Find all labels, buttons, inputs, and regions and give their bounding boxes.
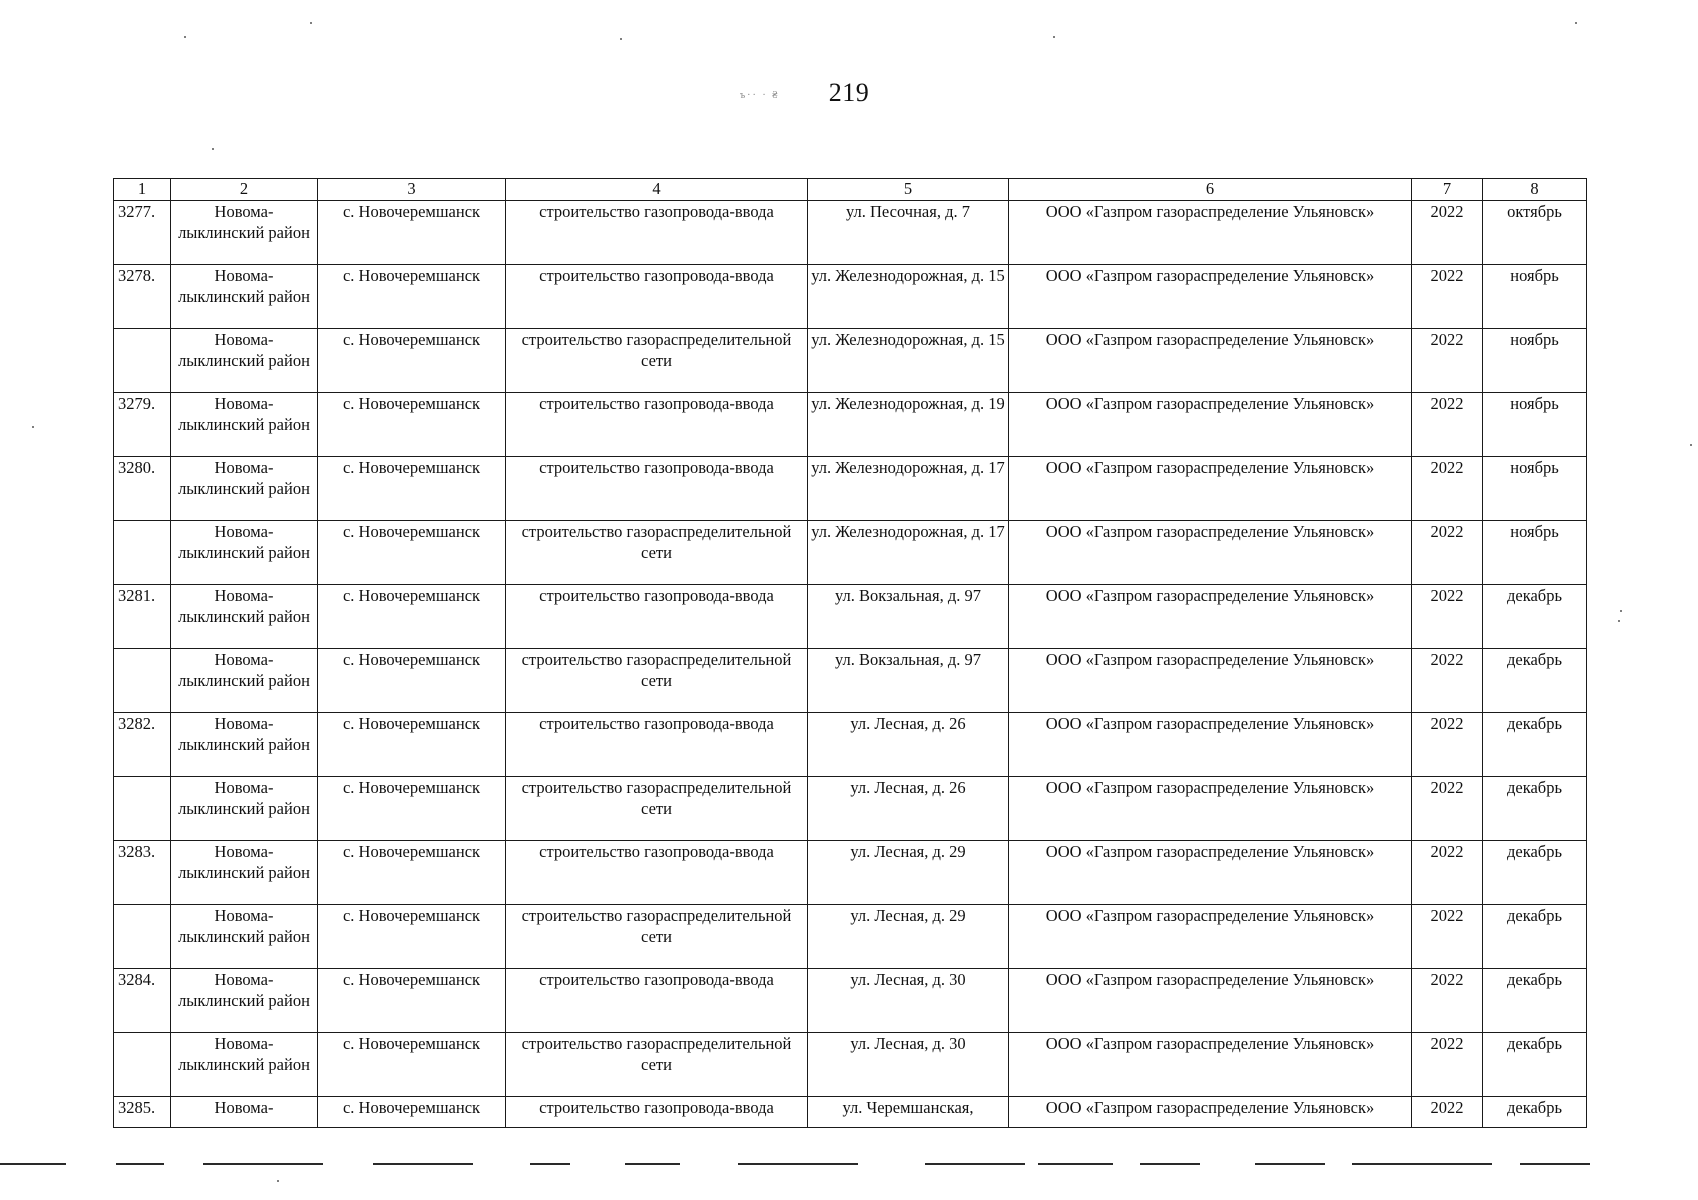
row-number: 3277. [114, 201, 171, 265]
month-cell: декабрь [1483, 841, 1587, 905]
settlement-cell: с. Новочеремшанск [318, 393, 506, 457]
scan-speck [1618, 620, 1620, 622]
address-cell: ул. Лесная, д. 30 [808, 969, 1009, 1033]
district-cell: Новома-лыклинский район [171, 649, 318, 713]
organization-cell: ООО «Газпром газораспределение Ульяновск» [1009, 521, 1412, 585]
scan-speck [310, 22, 312, 24]
table-row [114, 841, 1587, 905]
scan-line [530, 1163, 570, 1165]
district-cell: Новома-лыклинский район [171, 201, 318, 265]
year-cell: 2022 [1412, 585, 1483, 649]
organization-cell: ООО «Газпром газораспределение Ульяновск» [1009, 713, 1412, 777]
row-number [114, 905, 171, 969]
scan-smudge: ъ·· · ₴ [740, 90, 780, 101]
district-cell: Новома-лыклинский район [171, 585, 318, 649]
year-cell: 2022 [1412, 265, 1483, 329]
month-cell: декабрь [1483, 713, 1587, 777]
organization-cell: ООО «Газпром газораспределение Ульяновск» [1009, 905, 1412, 969]
organization-cell: ООО «Газпром газораспределение Ульяновск» [1009, 585, 1412, 649]
district-cell: Новома-лыклинский район [171, 777, 318, 841]
table-row [114, 905, 1587, 969]
organization-cell: ООО «Газпром газораспределение Ульяновск» [1009, 457, 1412, 521]
district-cell: Новома-лыклинский район [171, 393, 318, 457]
table-row [114, 265, 1587, 329]
table-row [114, 585, 1587, 649]
row-number: 3282. [114, 713, 171, 777]
work-type-cell: строительство газопровода-ввода [506, 1097, 808, 1128]
district-cell: Новома-лыклинский район [171, 1033, 318, 1097]
work-type-cell: строительство газопровода-ввода [506, 841, 808, 905]
month-cell: декабрь [1483, 777, 1587, 841]
scan-line [1520, 1163, 1590, 1165]
row-number [114, 329, 171, 393]
work-type-cell: строительство газопровода-ввода [506, 585, 808, 649]
address-cell: ул. Лесная, д. 30 [808, 1033, 1009, 1097]
table-row [114, 329, 1587, 393]
settlement-cell: с. Новочеремшанск [318, 777, 506, 841]
row-number [114, 777, 171, 841]
scan-speck [212, 148, 214, 150]
row-number [114, 649, 171, 713]
address-cell: ул. Лесная, д. 29 [808, 905, 1009, 969]
address-cell: ул. Железнодорожная, д. 17 [808, 521, 1009, 585]
settlement-cell: с. Новочеремшанск [318, 329, 506, 393]
works-table [113, 178, 1587, 1128]
table-row [114, 457, 1587, 521]
organization-cell: ООО «Газпром газораспределение Ульяновск» [1009, 1033, 1412, 1097]
district-cell: Новома-лыклинский район [171, 841, 318, 905]
address-cell: ул. Лесная, д. 26 [808, 713, 1009, 777]
district-cell: Новома-лыклинский район [171, 457, 318, 521]
settlement-cell: с. Новочеремшанск [318, 521, 506, 585]
column-header: 1 [114, 179, 171, 201]
row-number: 3279. [114, 393, 171, 457]
scan-line [0, 1163, 66, 1165]
district-cell: Новома-лыклинский район [171, 969, 318, 1033]
organization-cell: ООО «Газпром газораспределение Ульяновск» [1009, 329, 1412, 393]
organization-cell: ООО «Газпром газораспределение Ульяновск» [1009, 841, 1412, 905]
row-number: 3278. [114, 265, 171, 329]
scan-line [925, 1163, 1025, 1165]
column-header: 2 [171, 179, 318, 201]
organization-cell: ООО «Газпром газораспределение Ульяновск» [1009, 201, 1412, 265]
page-header [0, 78, 1698, 108]
address-cell: ул. Лесная, д. 26 [808, 777, 1009, 841]
address-cell: ул. Железнодорожная, д. 19 [808, 393, 1009, 457]
month-cell: декабрь [1483, 1033, 1587, 1097]
address-cell: ул. Черемшанская, [808, 1097, 1009, 1128]
table-row [114, 777, 1587, 841]
column-header: 7 [1412, 179, 1483, 201]
address-cell: ул. Железнодорожная, д. 17 [808, 457, 1009, 521]
organization-cell: ООО «Газпром газораспределение Ульяновск» [1009, 649, 1412, 713]
work-type-cell: строительство газопровода-ввода [506, 201, 808, 265]
scan-line [116, 1163, 164, 1165]
month-cell: декабрь [1483, 905, 1587, 969]
organization-cell: ООО «Газпром газораспределение Ульяновск» [1009, 393, 1412, 457]
settlement-cell: с. Новочеремшанск [318, 905, 506, 969]
address-cell: ул. Лесная, д. 29 [808, 841, 1009, 905]
organization-cell: ООО «Газпром газораспределение Ульяновск» [1009, 777, 1412, 841]
month-cell: ноябрь [1483, 457, 1587, 521]
month-cell: декабрь [1483, 649, 1587, 713]
scan-speck [184, 36, 186, 38]
year-cell: 2022 [1412, 969, 1483, 1033]
district-cell: Новома-лыклинский район [171, 713, 318, 777]
year-cell: 2022 [1412, 457, 1483, 521]
settlement-cell: с. Новочеремшанск [318, 457, 506, 521]
year-cell: 2022 [1412, 1097, 1483, 1128]
month-cell: октябрь [1483, 201, 1587, 265]
month-cell: декабрь [1483, 969, 1587, 1033]
row-number [114, 521, 171, 585]
district-cell: Новома- [171, 1097, 318, 1128]
year-cell: 2022 [1412, 201, 1483, 265]
address-cell: ул. Вокзальная, д. 97 [808, 585, 1009, 649]
organization-cell: ООО «Газпром газораспределение Ульяновск» [1009, 969, 1412, 1033]
settlement-cell: с. Новочеремшанск [318, 713, 506, 777]
organization-cell: ООО «Газпром газораспределение Ульяновск» [1009, 265, 1412, 329]
scan-speck [1690, 444, 1692, 446]
year-cell: 2022 [1412, 1033, 1483, 1097]
month-cell: ноябрь [1483, 329, 1587, 393]
address-cell: ул. Железнодорожная, д. 15 [808, 265, 1009, 329]
table-row [114, 1033, 1587, 1097]
scan-speck [1053, 36, 1055, 38]
work-type-cell: строительство газопровода-ввода [506, 713, 808, 777]
settlement-cell: с. Новочеремшанск [318, 1033, 506, 1097]
work-type-cell: строительство газораспределительной сети [506, 905, 808, 969]
scan-line [203, 1163, 323, 1165]
month-cell: декабрь [1483, 1097, 1587, 1128]
table-row [114, 713, 1587, 777]
settlement-cell: с. Новочеремшанск [318, 265, 506, 329]
address-cell: ул. Вокзальная, д. 97 [808, 649, 1009, 713]
row-number: 3285. [114, 1097, 171, 1128]
scan-line [1038, 1163, 1113, 1165]
scan-speck [1575, 22, 1577, 24]
district-cell: Новома-лыклинский район [171, 521, 318, 585]
district-cell: Новома-лыклинский район [171, 329, 318, 393]
table-header-row [114, 179, 1587, 201]
scan-line [625, 1163, 680, 1165]
address-cell: ул. Железнодорожная, д. 15 [808, 329, 1009, 393]
table-row [114, 969, 1587, 1033]
row-number: 3283. [114, 841, 171, 905]
year-cell: 2022 [1412, 905, 1483, 969]
settlement-cell: с. Новочеремшанск [318, 969, 506, 1033]
scan-line [1255, 1163, 1325, 1165]
column-header: 3 [318, 179, 506, 201]
scan-speck [1620, 610, 1622, 612]
table-row [114, 393, 1587, 457]
work-type-cell: строительство газопровода-ввода [506, 393, 808, 457]
table-row [114, 649, 1587, 713]
table-row [114, 201, 1587, 265]
year-cell: 2022 [1412, 393, 1483, 457]
scan-line [1140, 1163, 1200, 1165]
row-number [114, 1033, 171, 1097]
settlement-cell: с. Новочеремшанск [318, 649, 506, 713]
work-type-cell: строительство газопровода-ввода [506, 969, 808, 1033]
scan-speck [277, 1180, 279, 1182]
district-cell: Новома-лыклинский район [171, 905, 318, 969]
year-cell: 2022 [1412, 521, 1483, 585]
page-number: 219 [828, 78, 870, 107]
table-row [114, 521, 1587, 585]
month-cell: ноябрь [1483, 393, 1587, 457]
table-body [114, 201, 1587, 1128]
table-row [114, 1097, 1587, 1128]
work-type-cell: строительство газораспределительной сети [506, 649, 808, 713]
settlement-cell: с. Новочеремшанск [318, 1097, 506, 1128]
work-type-cell: строительство газопровода-ввода [506, 457, 808, 521]
work-type-cell: строительство газораспределительной сети [506, 329, 808, 393]
district-cell: Новома-лыклинский район [171, 265, 318, 329]
year-cell: 2022 [1412, 777, 1483, 841]
scan-line [738, 1163, 858, 1165]
column-header: 4 [506, 179, 808, 201]
work-type-cell: строительство газораспределительной сети [506, 521, 808, 585]
settlement-cell: с. Новочеремшанск [318, 201, 506, 265]
year-cell: 2022 [1412, 841, 1483, 905]
work-type-cell: строительство газораспределительной сети [506, 1033, 808, 1097]
row-number: 3280. [114, 457, 171, 521]
settlement-cell: с. Новочеремшанск [318, 585, 506, 649]
work-type-cell: строительство газораспределительной сети [506, 777, 808, 841]
organization-cell: ООО «Газпром газораспределение Ульяновск» [1009, 1097, 1412, 1128]
scan-line [1352, 1163, 1492, 1165]
scan-speck [620, 38, 622, 40]
scan-speck [32, 426, 34, 428]
column-header: 6 [1009, 179, 1412, 201]
month-cell: ноябрь [1483, 265, 1587, 329]
column-header: 8 [1483, 179, 1587, 201]
column-header: 5 [808, 179, 1009, 201]
month-cell: декабрь [1483, 585, 1587, 649]
address-cell: ул. Песочная, д. 7 [808, 201, 1009, 265]
year-cell: 2022 [1412, 329, 1483, 393]
settlement-cell: с. Новочеремшанск [318, 841, 506, 905]
scan-line [373, 1163, 473, 1165]
work-type-cell: строительство газопровода-ввода [506, 265, 808, 329]
month-cell: ноябрь [1483, 521, 1587, 585]
year-cell: 2022 [1412, 713, 1483, 777]
row-number: 3281. [114, 585, 171, 649]
row-number: 3284. [114, 969, 171, 1033]
year-cell: 2022 [1412, 649, 1483, 713]
